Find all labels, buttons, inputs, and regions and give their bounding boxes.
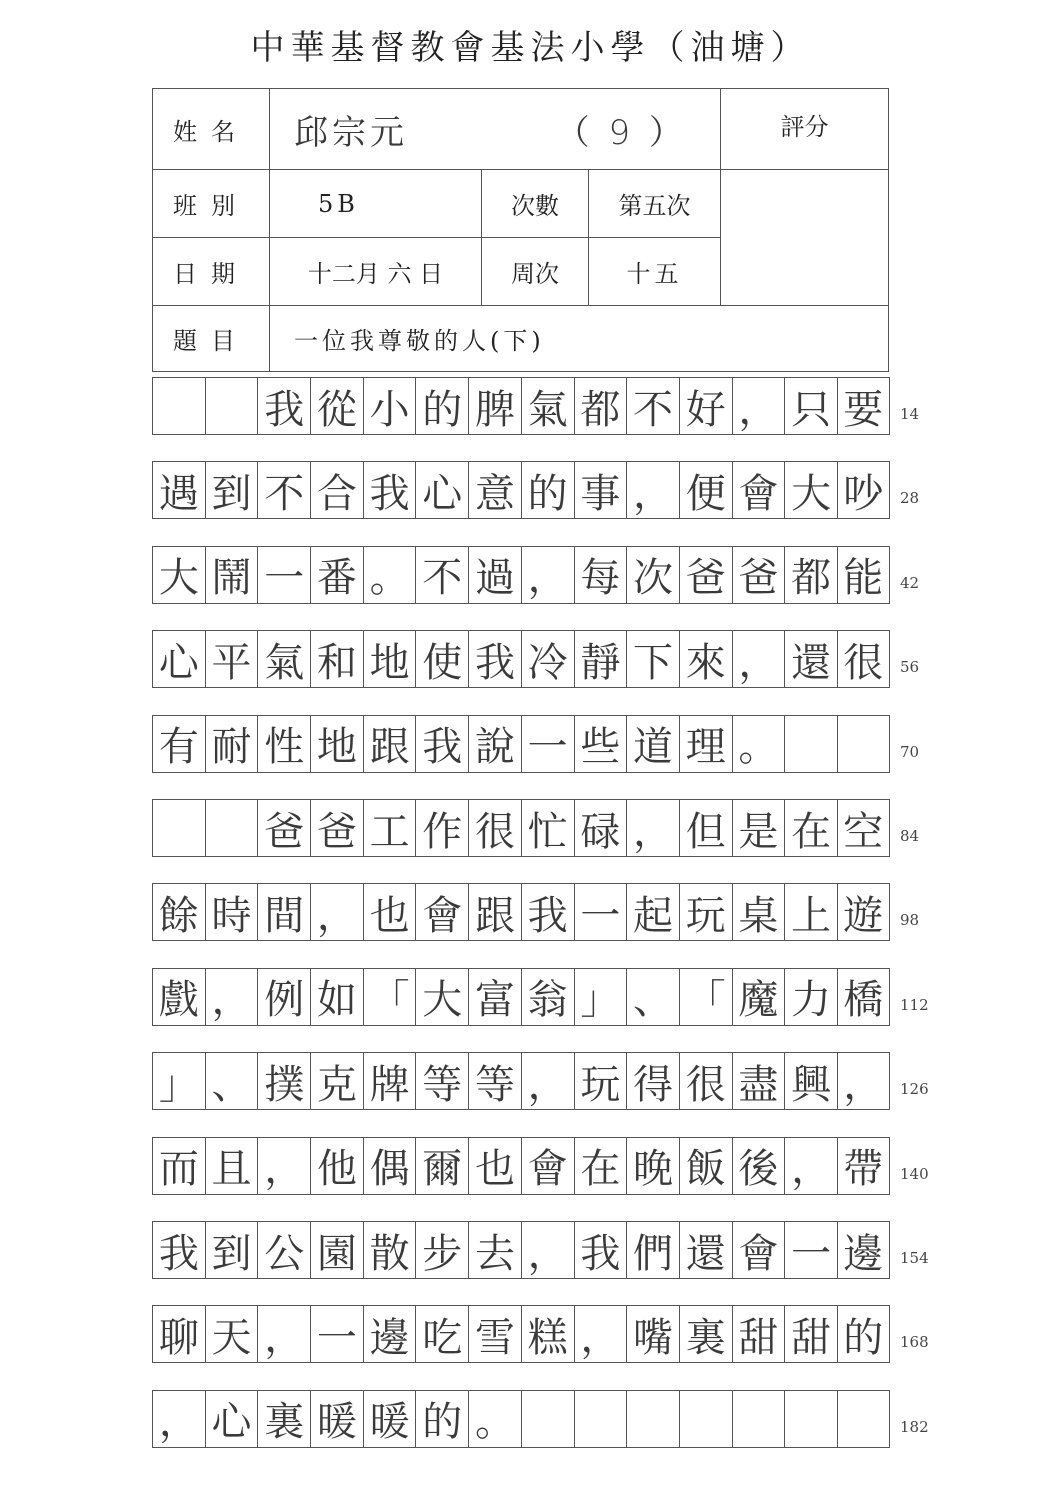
grid-cell: 時 — [205, 884, 258, 940]
character-count: 56 — [900, 658, 920, 677]
grid-cell: 過 — [468, 547, 521, 603]
grid-cell: 大 — [152, 547, 205, 603]
grid-cell: 戲 — [152, 969, 205, 1025]
student-name: 邱宗元 — [294, 112, 408, 153]
grid-cell — [574, 1391, 627, 1447]
grid-cell — [205, 378, 258, 434]
grid-cell — [732, 1391, 785, 1447]
grid-cell: 步 — [415, 1222, 468, 1278]
grid-cell: 不 — [415, 547, 468, 603]
grid-cell: 跟 — [468, 884, 521, 940]
grid-cell: 些 — [574, 716, 627, 772]
grid-cell — [837, 1391, 890, 1447]
grid-cell: 玩 — [679, 884, 732, 940]
grid-cell: 氣 — [521, 378, 574, 434]
grid-cell: 嘴 — [626, 1306, 679, 1362]
character-count: 42 — [900, 573, 920, 592]
grid-cell: 番 — [310, 547, 363, 603]
grid-cell: 很 — [837, 631, 890, 687]
grid-cell: 。 — [468, 1391, 521, 1447]
date-label: 日期 — [153, 238, 270, 306]
grid-cell: 玩 — [574, 1053, 627, 1109]
grid-cell: 工 — [363, 800, 416, 856]
grid-cell: 散 — [363, 1222, 416, 1278]
grid-row — [152, 630, 890, 688]
grid-cell: 還 — [784, 631, 837, 687]
character-count: 154 — [900, 1249, 929, 1267]
topic-value: 一位我尊敬的人(下) — [270, 306, 889, 372]
grid-row — [152, 1137, 890, 1195]
score-label: 評分 — [721, 89, 889, 170]
grid-cell: 邊 — [363, 1306, 416, 1362]
grid-cell: 不 — [626, 378, 679, 434]
grid-cell: 事 — [574, 462, 627, 518]
grid-cell: ， — [784, 1138, 837, 1194]
grid-cell: 我 — [257, 378, 310, 434]
grid-cell: 飯 — [679, 1138, 732, 1194]
grid-cell: 吃 — [415, 1306, 468, 1362]
name-field — [270, 89, 721, 170]
grid-cell: 碌 — [574, 800, 627, 856]
grid-cell: 偶 — [363, 1138, 416, 1194]
grid-cell: 們 — [626, 1222, 679, 1278]
grid-cell: 一 — [521, 716, 574, 772]
grid-cell: 克 — [310, 1053, 363, 1109]
grid-cell: 、 — [205, 1053, 258, 1109]
grid-cell: 性 — [257, 716, 310, 772]
grid-cell: 我 — [152, 1222, 205, 1278]
attempt-label: 次數 — [482, 170, 589, 238]
grid-cell: 作 — [415, 800, 468, 856]
grid-cell: 我 — [363, 462, 416, 518]
grid-cell: 會 — [521, 1138, 574, 1194]
character-count: 28 — [900, 489, 920, 508]
character-count: 98 — [900, 911, 920, 930]
grid-cell: 的 — [521, 462, 574, 518]
week-value: 十五 — [589, 238, 721, 306]
grid-cell: 力 — [784, 969, 837, 1025]
topic-label: 題目 — [153, 306, 270, 372]
grid-cell: 空 — [837, 800, 890, 856]
student-info-table — [152, 88, 889, 372]
grid-cell: 便 — [679, 462, 732, 518]
character-count: 126 — [900, 1080, 929, 1099]
grid-cell: 甜 — [732, 1306, 785, 1362]
grid-cell: ， — [521, 1053, 574, 1109]
grid-cell: 好 — [679, 378, 732, 434]
character-count: 112 — [900, 995, 929, 1014]
grid-cell: 意 — [468, 462, 521, 518]
class-label: 班別 — [153, 170, 270, 238]
grid-cell — [521, 1391, 574, 1447]
name-label: 姓名 — [153, 89, 270, 170]
grid-cell: ， — [574, 1306, 627, 1362]
grid-cell: 、 — [626, 969, 679, 1025]
grid-cell: 道 — [626, 716, 679, 772]
grid-cell: 糕 — [521, 1306, 574, 1362]
grid-cell: 雪 — [468, 1306, 521, 1362]
grid-cell: 興 — [784, 1053, 837, 1109]
grid-cell: 下 — [626, 631, 679, 687]
grid-cell: ， — [257, 1306, 310, 1362]
grid-cell: 如 — [310, 969, 363, 1025]
grid-cell: 爸 — [257, 800, 310, 856]
grid-cell: 園 — [310, 1222, 363, 1278]
character-count: 70 — [900, 742, 920, 761]
grid-cell: 地 — [363, 631, 416, 687]
character-count: 140 — [900, 1164, 929, 1183]
grid-cell: 而 — [152, 1138, 205, 1194]
grid-cell: 裏 — [679, 1306, 732, 1362]
grid-cell: ， — [257, 1138, 310, 1194]
grid-cell: 晚 — [626, 1138, 679, 1194]
grid-row — [152, 715, 890, 773]
grid-cell: 魔 — [732, 969, 785, 1025]
grid-cell: 和 — [310, 631, 363, 687]
grid-row — [152, 883, 890, 941]
grid-cell: 撲 — [257, 1053, 310, 1109]
grid-cell: 都 — [784, 547, 837, 603]
grid-cell: 暖 — [363, 1391, 416, 1447]
grid-cell: 我 — [521, 884, 574, 940]
grid-cell: 會 — [732, 462, 785, 518]
grid-cell: 帶 — [837, 1138, 890, 1194]
student-number: （ 9 ） — [555, 112, 687, 153]
grid-cell: 富 — [468, 969, 521, 1025]
grid-cell: 但 — [679, 800, 732, 856]
grid-cell: 牌 — [363, 1053, 416, 1109]
grid-cell: 說 — [468, 716, 521, 772]
grid-cell: 間 — [257, 884, 310, 940]
grid-cell: 遇 — [152, 462, 205, 518]
character-count: 14 — [900, 405, 920, 423]
grid-cell: 遊 — [837, 884, 890, 940]
grid-cell: 一 — [257, 547, 310, 603]
grid-cell: 要 — [837, 378, 890, 434]
grid-cell: ， — [837, 1053, 890, 1109]
grid-cell: 使 — [415, 631, 468, 687]
grid-cell: 跟 — [363, 716, 416, 772]
attempt-value: 第五次 — [589, 170, 721, 238]
grid-cell: 去 — [468, 1222, 521, 1278]
grid-cell: 在 — [574, 1138, 627, 1194]
grid-cell: 公 — [257, 1222, 310, 1278]
grid-cell: 不 — [257, 462, 310, 518]
grid-cell — [205, 800, 258, 856]
grid-cell: 甜 — [784, 1306, 837, 1362]
grid-cell: ， — [732, 631, 785, 687]
grid-cell: 翁 — [521, 969, 574, 1025]
grid-cell: 的 — [837, 1306, 890, 1362]
grid-cell: 得 — [626, 1053, 679, 1109]
grid-cell: 的 — [415, 378, 468, 434]
character-count: 168 — [900, 1333, 929, 1352]
grid-cell: 也 — [468, 1138, 521, 1194]
grid-cell: 」 — [152, 1053, 205, 1109]
grid-cell: 一 — [784, 1222, 837, 1278]
grid-cell: 心 — [205, 1391, 258, 1447]
grid-cell: 。 — [732, 716, 785, 772]
grid-cell: 理 — [679, 716, 732, 772]
grid-cell — [626, 1391, 679, 1447]
grid-cell: 等 — [415, 1053, 468, 1109]
grid-cell: 橋 — [837, 969, 890, 1025]
grid-cell: 從 — [310, 378, 363, 434]
grid-cell: ， — [152, 1391, 205, 1447]
grid-cell: 」 — [574, 969, 627, 1025]
character-count: 84 — [900, 827, 920, 845]
grid-row — [152, 1305, 890, 1363]
grid-cell: 爸 — [310, 800, 363, 856]
grid-cell: ， — [521, 547, 574, 603]
grid-cell — [152, 378, 205, 434]
grid-cell: ， — [521, 1222, 574, 1278]
grid-cell: 起 — [626, 884, 679, 940]
grid-cell: 一 — [310, 1306, 363, 1362]
grid-cell: 脾 — [468, 378, 521, 434]
grid-cell: 平 — [205, 631, 258, 687]
grid-cell: 我 — [574, 1222, 627, 1278]
grid-cell: 我 — [415, 716, 468, 772]
grid-cell: 心 — [415, 462, 468, 518]
grid-cell: 心 — [152, 631, 205, 687]
grid-cell: 我 — [468, 631, 521, 687]
score-box — [721, 170, 889, 306]
grid-cell: 裏 — [257, 1391, 310, 1447]
grid-cell: 會 — [732, 1222, 785, 1278]
grid-cell: 「 — [679, 969, 732, 1025]
grid-row — [152, 1052, 890, 1110]
grid-row — [152, 546, 890, 604]
grid-row — [152, 461, 890, 519]
grid-row — [152, 799, 890, 857]
grid-cell — [152, 800, 205, 856]
grid-cell: 很 — [679, 1053, 732, 1109]
grid-cell: 他 — [310, 1138, 363, 1194]
grid-cell: 天 — [205, 1306, 258, 1362]
grid-cell: ， — [732, 378, 785, 434]
grid-cell: 也 — [363, 884, 416, 940]
grid-cell: 一 — [574, 884, 627, 940]
grid-cell: 爸 — [732, 547, 785, 603]
grid-cell: 等 — [468, 1053, 521, 1109]
week-label: 周次 — [482, 238, 589, 306]
grid-cell: 每 — [574, 547, 627, 603]
grid-cell: 大 — [784, 462, 837, 518]
grid-cell: 忙 — [521, 800, 574, 856]
grid-cell: ， — [310, 884, 363, 940]
grid-cell: 都 — [574, 378, 627, 434]
grid-cell: 餘 — [152, 884, 205, 940]
grid-cell: 桌 — [732, 884, 785, 940]
grid-cell: 來 — [679, 631, 732, 687]
grid-cell — [784, 1391, 837, 1447]
grid-cell: 冷 — [521, 631, 574, 687]
grid-cell: 後 — [732, 1138, 785, 1194]
grid-row — [152, 968, 890, 1026]
grid-cell: 上 — [784, 884, 837, 940]
grid-cell — [837, 716, 890, 772]
grid-cell: 耐 — [205, 716, 258, 772]
grid-cell: 爾 — [415, 1138, 468, 1194]
grid-cell: 是 — [732, 800, 785, 856]
grid-cell: 聊 — [152, 1306, 205, 1362]
grid-row — [152, 377, 890, 435]
date-value: 十二月 六 日 — [270, 238, 482, 306]
grid-cell: ， — [626, 462, 679, 518]
grid-cell: 例 — [257, 969, 310, 1025]
grid-cell: ， — [205, 969, 258, 1025]
grid-cell: 爸 — [679, 547, 732, 603]
grid-cell: 靜 — [574, 631, 627, 687]
grid-cell: 氣 — [257, 631, 310, 687]
grid-cell: 地 — [310, 716, 363, 772]
grid-row — [152, 1221, 890, 1279]
grid-cell — [679, 1391, 732, 1447]
grid-cell: 小 — [363, 378, 416, 434]
grid-cell: 。 — [363, 547, 416, 603]
grid-cell: 次 — [626, 547, 679, 603]
grid-cell: 暖 — [310, 1391, 363, 1447]
school-title: 中華基督教會基法小學（油塘） — [250, 28, 811, 68]
grid-cell: 有 — [152, 716, 205, 772]
grid-cell: ， — [626, 800, 679, 856]
grid-cell: 能 — [837, 547, 890, 603]
grid-cell: 還 — [679, 1222, 732, 1278]
class-value: 5B — [270, 170, 482, 238]
grid-cell: 大 — [415, 969, 468, 1025]
grid-cell: 的 — [415, 1391, 468, 1447]
grid-cell: 吵 — [837, 462, 890, 518]
grid-cell: 且 — [205, 1138, 258, 1194]
grid-cell: 「 — [363, 969, 416, 1025]
character-count: 182 — [900, 1417, 929, 1436]
grid-cell: 到 — [205, 1222, 258, 1278]
grid-row — [152, 1390, 890, 1448]
grid-cell: 在 — [784, 800, 837, 856]
grid-cell: 只 — [784, 378, 837, 434]
grid-cell: 很 — [468, 800, 521, 856]
grid-cell: 會 — [415, 884, 468, 940]
grid-cell — [784, 716, 837, 772]
grid-cell: 合 — [310, 462, 363, 518]
grid-cell: 邊 — [837, 1222, 890, 1278]
grid-cell: 到 — [205, 462, 258, 518]
grid-cell: 鬧 — [205, 547, 258, 603]
grid-cell: 盡 — [732, 1053, 785, 1109]
